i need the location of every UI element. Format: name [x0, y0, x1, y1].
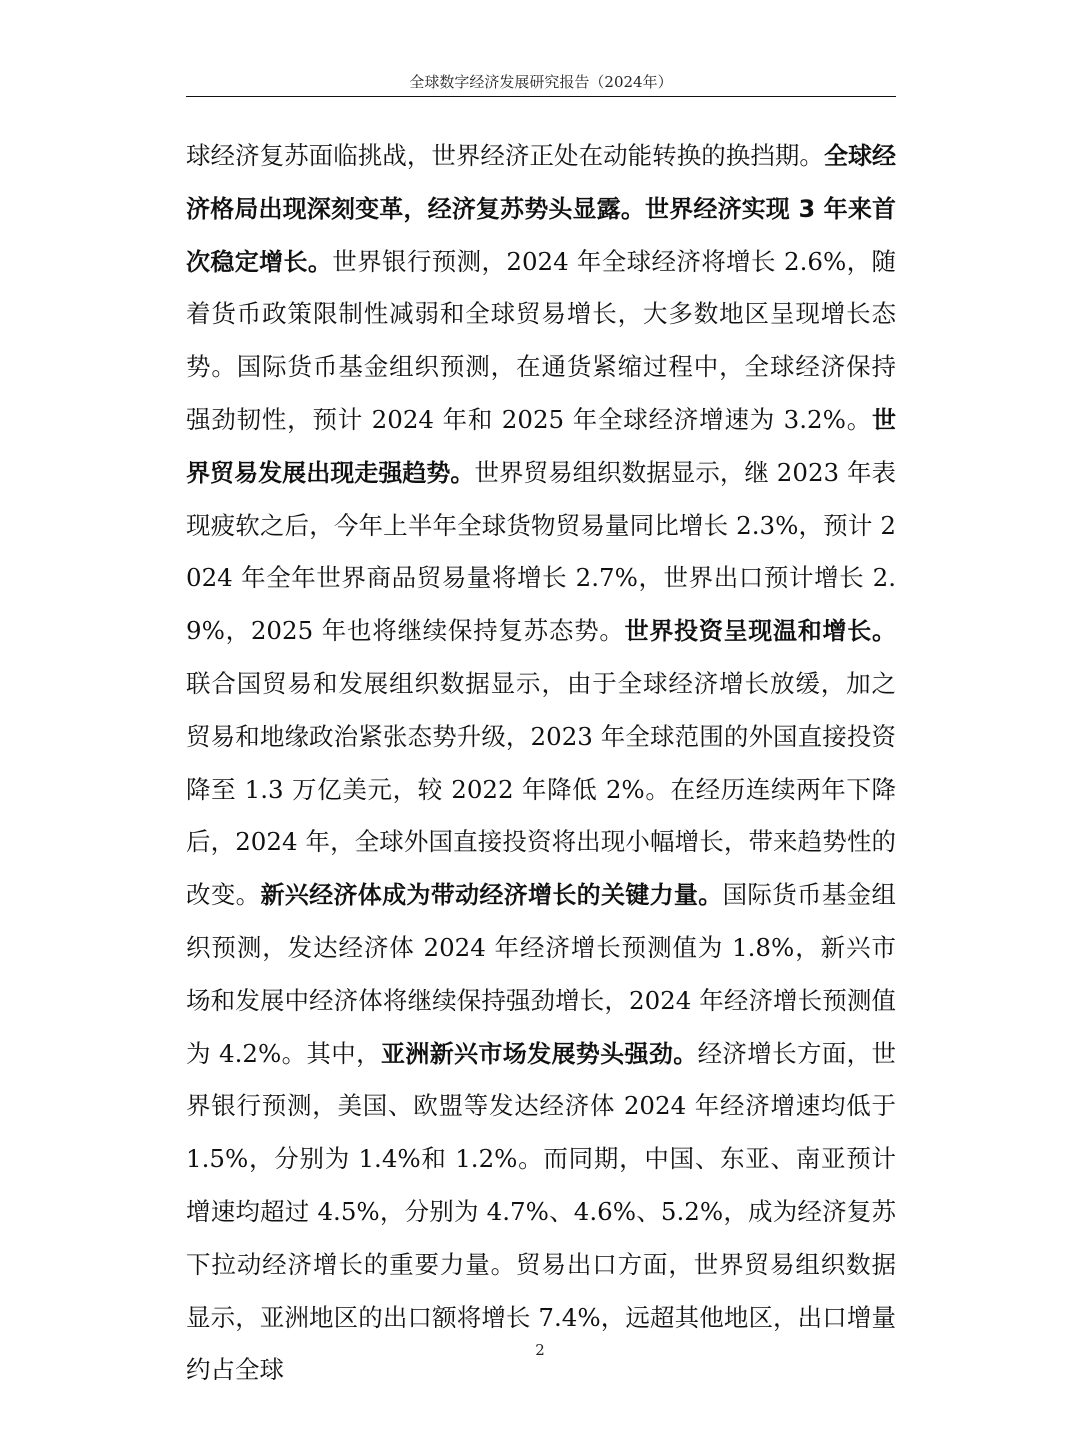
- text-segment: 世界银行预测，2024 年全球经济将增长 2.6%，随着货币政策限制性减弱和全球贸易增长，大多数地区呈现增长态势。国际货币基金组织预测，在通货紧缩过程中，全球经济保持强劲韧性，预计 2024 年和 2025 年全球经济增速为 3.2%。: [186, 246, 897, 434]
- text-segment: 球经济复苏面临挑战，世界经济正处在动能转换的换挡期。: [186, 141, 824, 170]
- bold-key-point: 新兴经济体成为带动经济增长的关键力量。: [260, 881, 723, 910]
- bold-key-point: 世界贸易发展出现走强趋势。: [186, 405, 896, 487]
- text-segment: 经济增长方面，世界银行预测，美国、欧盟等发达经济体 2024 年经济增速均低于 1.5%，分别为 1.4%和 1.2%。而同期，中国、东亚、南亚预计增速均超过 4.5%，分别为 4.7%、4.6%、5.2%，成为经济复苏下拉动经济增长的重要力量。贸易出口方面，世界贸易组织数据显示，亚洲地区的出口额将增长 7.4%，远超其他地区，出口增量约占全球: [186, 1038, 897, 1385]
- text-segment: 联合国贸易和发展组织数据显示，由于全球经济增长放缓，加之贸易和地缘政治紧张态势升级，2023 年全球范围的外国直接投资降至 1.3 万亿美元，较 2022 年降低 2%。在经历连续两年下降后，2024 年，全球外国直接投资将出现小幅增长，带来趋势性的改变。: [186, 668, 896, 910]
- text-segment: 国际货币基金组织预测，发达经济体 2024 年经济增长预测值为 1.8%，新兴市场和发展中经济体将继续保持强劲增长，2024 年经济增长预测值为 4.2%。其中，: [186, 880, 897, 1068]
- running-header: 全球数字经济发展研究报告（2024年）: [409, 73, 673, 91]
- text-segment: 世界贸易组织数据显示，继 2023 年表现疲软之后，今年上半年全球货物贸易量同比增长 2.3%，预计 2024 年全年世界商品贸易量将增长 2.7%，世界出口预计增长 2.9%，2025 年也将继续保持复苏态势。: [186, 457, 896, 646]
- bold-key-point: 全球经济格局出现深刻变革，经济复苏势头显露。世界经济实现 3 年来首次稳定增长。: [186, 142, 897, 276]
- header-divider: [186, 96, 896, 97]
- bold-key-point: 亚洲新兴市场发展势头强劲。: [381, 1039, 698, 1068]
- bold-key-point: 世界投资呈现温和增长。: [624, 617, 897, 646]
- page-number: 2: [535, 1341, 545, 1359]
- body-paragraph: [186, 130, 896, 1397]
